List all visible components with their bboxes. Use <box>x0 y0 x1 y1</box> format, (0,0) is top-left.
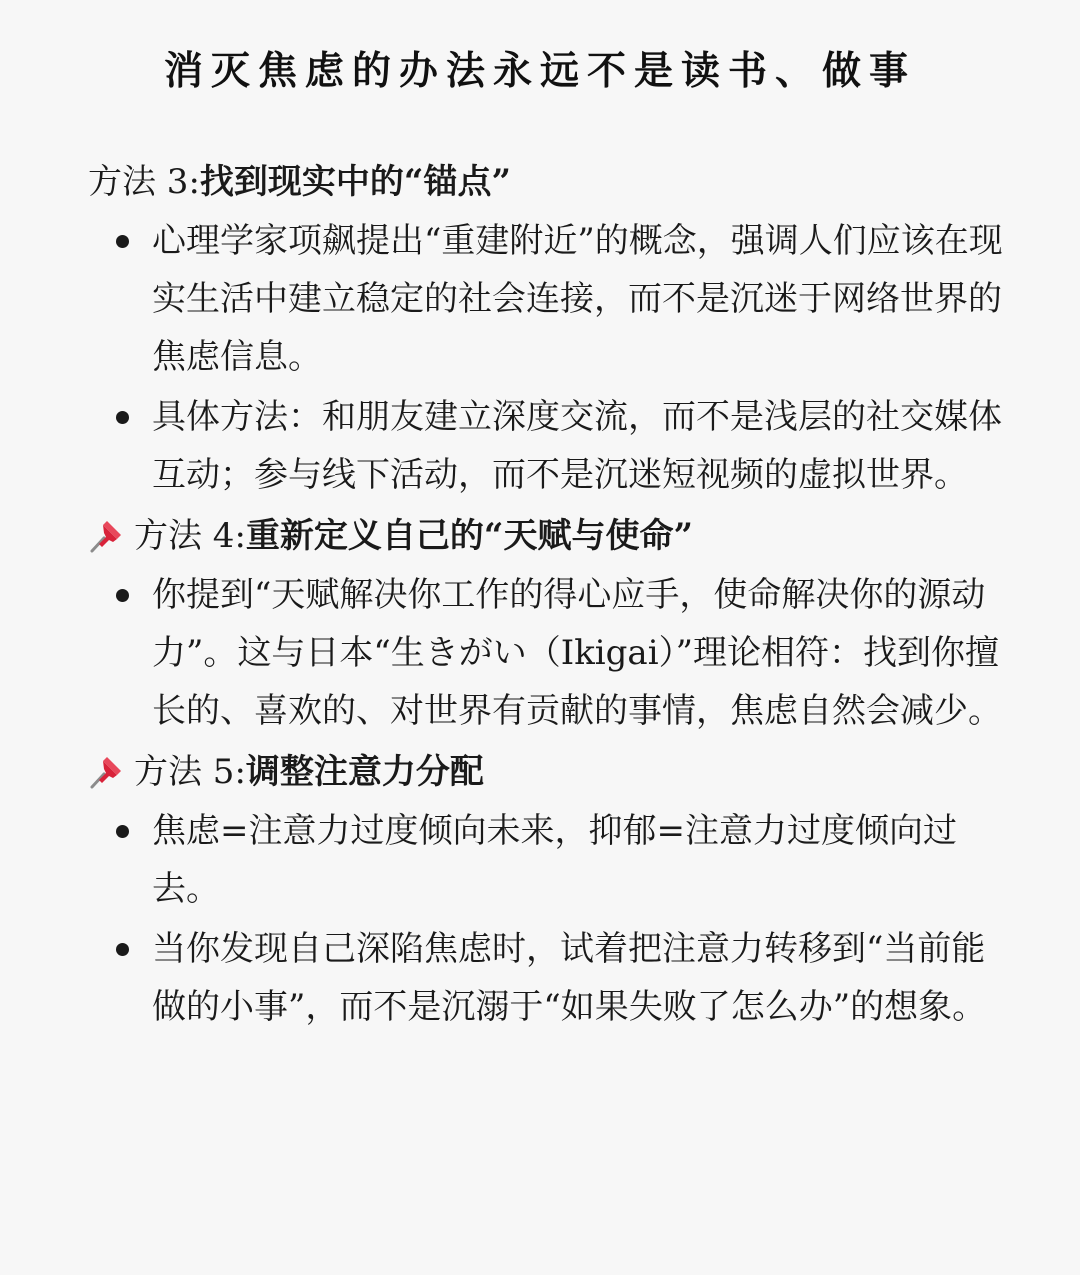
list-item <box>88 920 1008 1036</box>
bullet-dot-icon <box>116 235 129 248</box>
method-name: 重新定义自己的“天赋与使命” <box>245 516 694 556</box>
section-heading <box>86 506 1008 566</box>
method-name: 调整注意力分配 <box>245 752 484 792</box>
method-label: 方法 3: <box>88 162 200 202</box>
list-item-text: 心理学家项飙提出“重建附近”的概念，强调人们应该在现实生活中建立稳定的社会连接，而不是沉迷于网络世界的焦虑信息。 <box>152 221 1003 377</box>
list-item <box>88 566 1008 740</box>
section-heading <box>86 742 1008 802</box>
method-label: 方法 4: <box>134 516 246 556</box>
list-item-text: 焦虑=注意力过度倾向未来，抑郁=注意力过度倾向过去。 <box>152 811 957 909</box>
list-item <box>88 212 1008 386</box>
section-method-4 <box>88 506 1008 740</box>
list-item-text: 当你发现自己深陷焦虑时，试着把注意力转移到“当前能做的小事”，而不是沉溺于“如果失败了怎么办”的想象。 <box>152 929 987 1027</box>
bullet-dot-icon <box>116 411 129 424</box>
bullet-dot-icon <box>116 825 129 838</box>
list-item <box>88 802 1008 918</box>
pushpin-icon <box>86 516 126 556</box>
bullet-dot-icon <box>116 589 129 602</box>
method-label: 方法 5: <box>134 752 246 792</box>
bullet-list <box>88 802 1008 1036</box>
section-method-3 <box>88 152 1008 504</box>
list-item-text: 你提到“天赋解决你工作的得心应手，使命解决你的源动力”。这与日本“生きがい（Ikigai）”理论相符：找到你擅长的、喜欢的、对世界有贡献的事情，焦虑自然会减少。 <box>152 575 1002 731</box>
content-body <box>88 152 1008 1038</box>
page-title: 消灭焦虑的办法永远不是读书、做事 <box>163 49 916 94</box>
section-method-5 <box>88 742 1008 1036</box>
bullet-dot-icon <box>116 943 129 956</box>
pushpin-icon <box>86 752 126 792</box>
bullet-list <box>88 212 1008 504</box>
section-heading <box>88 152 1008 212</box>
method-name: 找到现实中的“锚点” <box>199 162 512 202</box>
list-item <box>88 388 1008 504</box>
bullet-list <box>88 566 1008 740</box>
list-item-text: 具体方法：和朋友建立深度交流，而不是浅层的社交媒体互动；参与线下活动，而不是沉迷短视频的虚拟世界。 <box>152 397 1002 495</box>
